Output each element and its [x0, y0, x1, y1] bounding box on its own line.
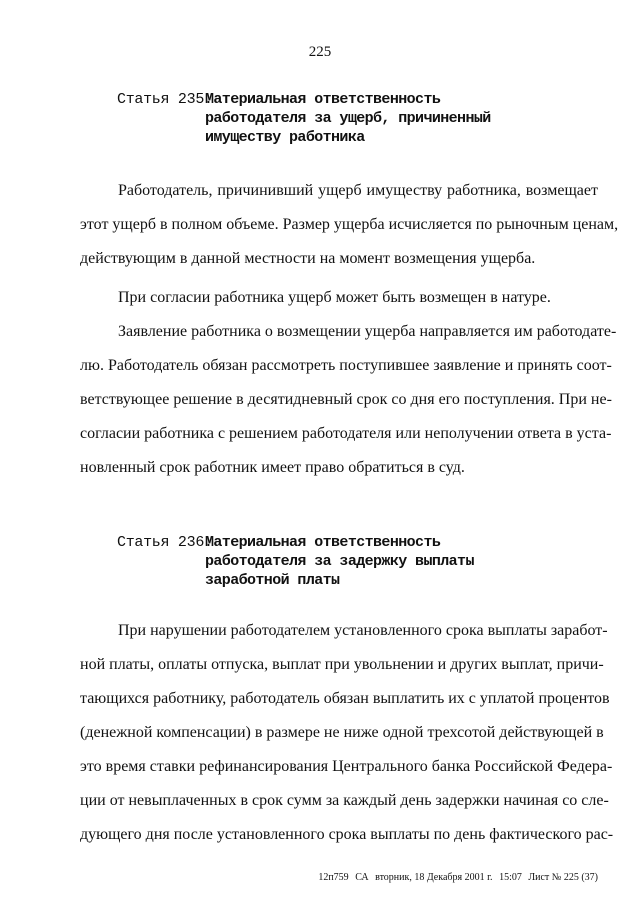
text-line: тающихся работнику, работодатель обязан выплатить их с уплатой процентов	[80, 690, 610, 707]
article-235-title-line: работодателя за ущерб, причиненный	[205, 110, 491, 127]
article-236-paragraph-1	[80, 614, 614, 852]
text-line: действующим в данной местности на момент возмещения ущерба.	[80, 250, 536, 267]
footer-time: 15:07	[499, 872, 522, 883]
text-line: лю. Работодатель обязан рассмотреть поступившее заявление и принять соот-	[80, 357, 612, 374]
text-line: Работодатель, причинивший ущерб имуществу работника, возмещает	[118, 182, 598, 199]
text-line: ции от невыплаченных в срок сумм за каждый день задержки начиная со сле-	[80, 792, 609, 809]
text-line: согласии работника с решением работодателя или неполучении ответа в уста-	[80, 425, 612, 442]
article-235-title-line: имуществу работника	[205, 129, 365, 146]
article-236-label: Статья 236.	[117, 534, 213, 551]
text-line: ной платы, оплаты отпуска, выплат при увольнении и других выплат, причи-	[80, 656, 604, 673]
article-235-title-line: Материальная ответственность	[205, 91, 441, 108]
text-line: новленный срок работник имеет право обратиться в суд.	[80, 459, 465, 476]
text-line: это время ставки рефинансирования Центрального банка Российской Федера-	[80, 758, 613, 775]
article-235-paragraph-3	[80, 315, 617, 485]
article-236-title-line: заработной платы	[205, 572, 340, 589]
text-line: При нарушении работодателем установленного срока выплаты заработ-	[118, 622, 608, 639]
text-line: При согласии работника ущерб может быть возмещен в натуре.	[118, 289, 551, 306]
text-line: (денежной компенсации) в размере не ниже одной трехсотой действующей в	[80, 724, 604, 741]
page-number: 225	[308, 44, 332, 60]
article-236-title	[205, 533, 474, 590]
text-line: ветствующее решение в десятидневный срок со дня его поступления. При не-	[80, 391, 612, 408]
footer-sheet: Лист № 225 (37)	[528, 872, 598, 883]
article-235-label: Статья 235.	[117, 91, 213, 108]
article-235-paragraph-2	[80, 281, 598, 315]
footer-author: СА	[355, 872, 369, 883]
text-line: Заявление работника о возмещении ущерба направляется им работодате-	[118, 323, 617, 340]
article-235-title	[205, 90, 491, 147]
footer-date: вторник, 18 Декабря 2001 г.	[375, 872, 493, 883]
article-236-title-line: работодателя за задержку выплаты	[205, 553, 474, 570]
article-235-paragraph-1	[80, 174, 619, 276]
article-236-title-line: Материальная ответственность	[205, 534, 441, 551]
text-line: этот ущерб в полном объеме. Размер ущерба исчисляется по рыночным ценам,	[80, 216, 619, 233]
footer-doc-code: 12п759	[318, 872, 349, 883]
page-footer	[314, 872, 598, 883]
text-line: дующего дня после установленного срока выплаты по день фактического рас-	[80, 826, 614, 843]
